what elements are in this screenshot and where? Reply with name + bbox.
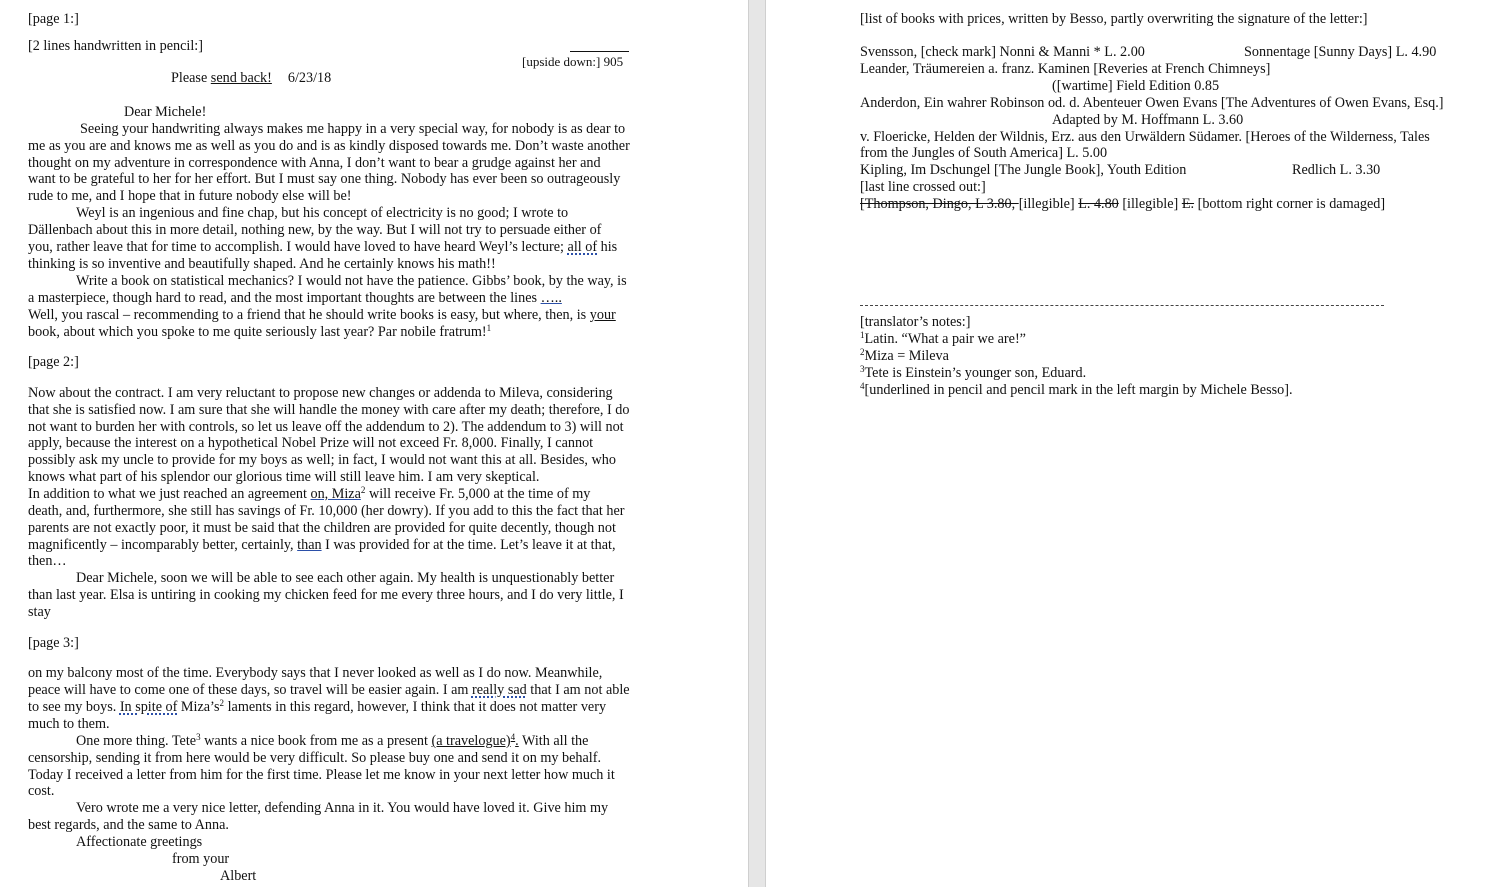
text-line: me as you are and knows me as well as you do and is as kindly disposed towards me. Don’t waste another [28,138,630,154]
text-span: One more thing. Tete [76,733,197,749]
footnote-4 [860,382,1293,399]
text-line: censorship, sending it from here would be very difficult. So please buy one and send it on my behalf. [28,750,602,766]
text-line [28,324,491,341]
text-line: rude to me, and I hope that in future nobody else will be! [28,188,352,204]
text-line: thought on my adventure in correspondence with Anna, I don’t want to bear a grudge against her and [28,155,601,171]
text-line: not want to burden her with controls, so let us leave off the addendum to 2). The addendum to 3) will not [28,419,624,435]
text-line [28,486,590,503]
book-entry: v. Floericke, Helden der Wildnis, Erz. aus den Urwäldern Südamer. [Heroes of the Wilderness, Tales [860,129,1430,145]
footnote-num: 1 [860,330,865,340]
text-span: to see my boys. [28,699,120,715]
text-line: that she is satisfied now. I am sure that she will handle the money with care after my death; therefore, I do [28,402,630,418]
text-span: will receive Fr. 5,000 at the time of my [365,486,591,502]
really-sad-marked: really sad [471,682,527,698]
text-span: With all the [518,733,589,749]
notes-heading: [translator’s notes:] [860,314,971,330]
footnote-num: 3 [860,364,865,374]
text-line: Dällenbach about this in more detail, nothing new, by the way. But I will not try to persuade either of [28,222,602,238]
footnote-separator [860,305,1384,306]
overline-905 [570,51,629,52]
text-line: possibly ask my uncle to provide for my boys as well; in fact, I would not want this at all. Besides, who [28,452,616,468]
text-span: laments in this regard, however, I think that it does not matter very [224,699,607,715]
book-entry: Anderdon, Ein wahrer Robinson od. d. Abenteuer Owen Evans [The Adventures of Owen Evans, Esq.] [860,95,1444,111]
text-line: thinking is so inventive and beautifully shaped. And he certainly knows his math!! [28,256,496,272]
send-back-text: send back! [210,70,272,86]
text-span: In addition to what we just reached an agreement [28,486,311,502]
text-span: I was provided for at the time. Let’s leave it at that, [321,537,616,553]
send-back-line [171,70,331,87]
text-line: Write a book on statistical mechanics? I would not have the patience. Gibbs’ book, by the way, is [76,273,627,289]
closing-from: from your [172,851,230,867]
text-line: death, and, furthermore, she still has savings of Fr. 10,000 (her dowry). If you add to this the fact that her [28,503,625,519]
upside-down-note: [upside down:] 905 [522,54,624,69]
text-line [28,537,616,554]
document-page-left [0,0,748,887]
text-span: that I am not able [526,682,630,698]
salutation: Dear Michele! [124,104,207,120]
text-line [28,307,616,324]
text-line: then… [28,553,67,569]
footnote-ref-2b: 2 [219,698,225,708]
please-text: Please [171,70,211,86]
text-line: best regards, and the same to Anna. [28,817,229,833]
text-span: . [515,733,519,749]
in-spite-of-marked: In spite of [119,699,178,715]
footnote-num: 4 [860,381,865,391]
text-line [76,733,588,750]
illegible-text: [illegible] [1018,196,1079,212]
text-line: on my balcony most of the time. Everybody says that I never looked as well as I do now. Meanwhile, [28,665,603,681]
footnote-3 [860,365,1086,382]
text-line: Now about the contract. I am very reluctant to propose new changes or addenda to Mileva, considering [28,385,613,401]
closing-greeting: Affectionate greetings [76,834,203,850]
footnote-text: [underlined in pencil and pencil mark in the left margin by Michele Besso]. [864,382,1293,398]
text-span: wants a nice book from me as a present [200,733,432,749]
signature: Albert [220,868,257,884]
text-line: Today I received a letter from him for the first time. Please let me know in your next letter how much it [28,767,615,783]
book-entry: Svensson, [check mark] Nonni & Manni * L. 2.00 [860,44,1145,60]
text-span: his [597,239,618,255]
text-span: Miza’s [177,699,220,715]
page3-label: [page 3:] [28,635,79,651]
text-line: want to be grateful to her for her effort. But I must say one thing. Nobody has ever been so outrageously [28,171,621,187]
struck-text: L. 4.80 [1078,196,1119,212]
text-span: you, rather leave that for time to accomplish. I would have loved to have heard Weyl’s lecture; [28,239,568,255]
book-entry: Redlich L. 3.30 [1292,162,1381,178]
footnote-ref-1: 1 [486,323,492,333]
page1-label: [page 1:] [28,11,79,27]
struck-text: [Thompson, Dingo, L 3.80, [860,196,1019,212]
footnote-ref-2: 2 [360,485,366,495]
text-span: peace will have to come one of these days, so travel will be easier again. I am [28,682,472,698]
letter-date: 6/23/18 [287,70,332,86]
book-entry: Adapted by M. Hoffmann L. 3.60 [1052,112,1244,128]
book-entry: Kipling, Im Dschungel [The Jungle Book], Youth Edition [860,162,1187,178]
text-line: cost. [28,783,55,799]
crossed-out-note: [last line crossed out:] [860,179,986,195]
text-line: stay [28,604,51,620]
illegible-text: [illegible] [1118,196,1182,212]
book-entry: Sonnentage [Sunny Days] L. 4.90 [1244,44,1437,60]
ellipsis-marked: ….. [540,290,562,306]
footnote-text: Tete is Einstein’s younger son, Eduard. [864,365,1087,381]
footnote-2 [860,348,949,365]
than-marked: than [297,537,322,553]
on-miza-marked: on, Miza [310,486,361,502]
footnote-ref-4: 4 [510,732,516,742]
crossed-out-line [860,196,1385,213]
footnote-text: Latin. “What a pair we are!” [864,331,1026,347]
travelogue-underlined: (a travelogue) [431,733,511,749]
page2-label: [page 2:] [28,354,79,370]
footnote-num: 2 [860,347,865,357]
text-line: Dear Michele, soon we will be able to see each other again. My health is unquestionably better [76,570,615,586]
damage-note: [bottom right corner is damaged] [1194,196,1386,212]
text-span: magnificently – incomparably better, certainly, [28,537,298,553]
text-line: knows what part of his splendor our glorious time will still leave him. I am very skeptical. [28,469,540,485]
footnote-ref-3: 3 [196,732,201,742]
text-line: than last year. Elsa is untiring in cooking my chicken feed for me every three hours, and I do very little, I [28,587,624,603]
footnote-text: Miza = Mileva [864,348,949,364]
book-entry: Leander, Träumereien a. franz. Kaminen [Reveries at French Chimneys] [860,61,1271,77]
pencil-note: [2 lines handwritten in pencil:] [28,38,203,54]
text-line: Seeing your handwriting always makes me happy in a very special way, for nobody is as dear to [80,121,626,137]
text-line: apply, because the interest on a hypothetical Nobel Prize will not exceed Fr. 8,000. Finally, I cannot [28,435,594,451]
text-line [28,290,562,307]
book-entry: ([wartime] Field Edition 0.85 [1052,78,1220,94]
footnote-1 [860,331,1026,348]
text-span: book, about which you spoke to me quite seriously last year? Par nobile fratrum! [28,324,487,340]
your-underlined: your [589,307,616,323]
all-of-marked: all of [567,239,598,255]
page-gutter [748,0,766,887]
text-line: much to them. [28,716,110,732]
text-line: Vero wrote me a very nice letter, defending Anna in it. You would have loved it. Give him my [76,800,609,816]
text-line: parents are not exactly poor, it must be said that the children are provided for quite decently, though not [28,520,616,536]
book-entry: from the Jungles of South America] L. 5.00 [860,145,1108,161]
text-line [28,682,630,699]
text-line [28,239,617,256]
text-span: Well, you rascal – recommending to a friend that he should write books is easy, but where, then, is [28,307,590,323]
text-span: a masterpiece, though hard to read, and the most important thoughts are between the lines [28,290,541,306]
text-line [28,699,606,716]
book-list-heading: [list of books with prices, written by Besso, partly overwriting the signature of the letter:] [860,11,1368,27]
text-line: Weyl is an ingenious and fine chap, but his concept of electricity is no good; I wrote to [76,205,569,221]
struck-text: E. [1181,196,1195,212]
